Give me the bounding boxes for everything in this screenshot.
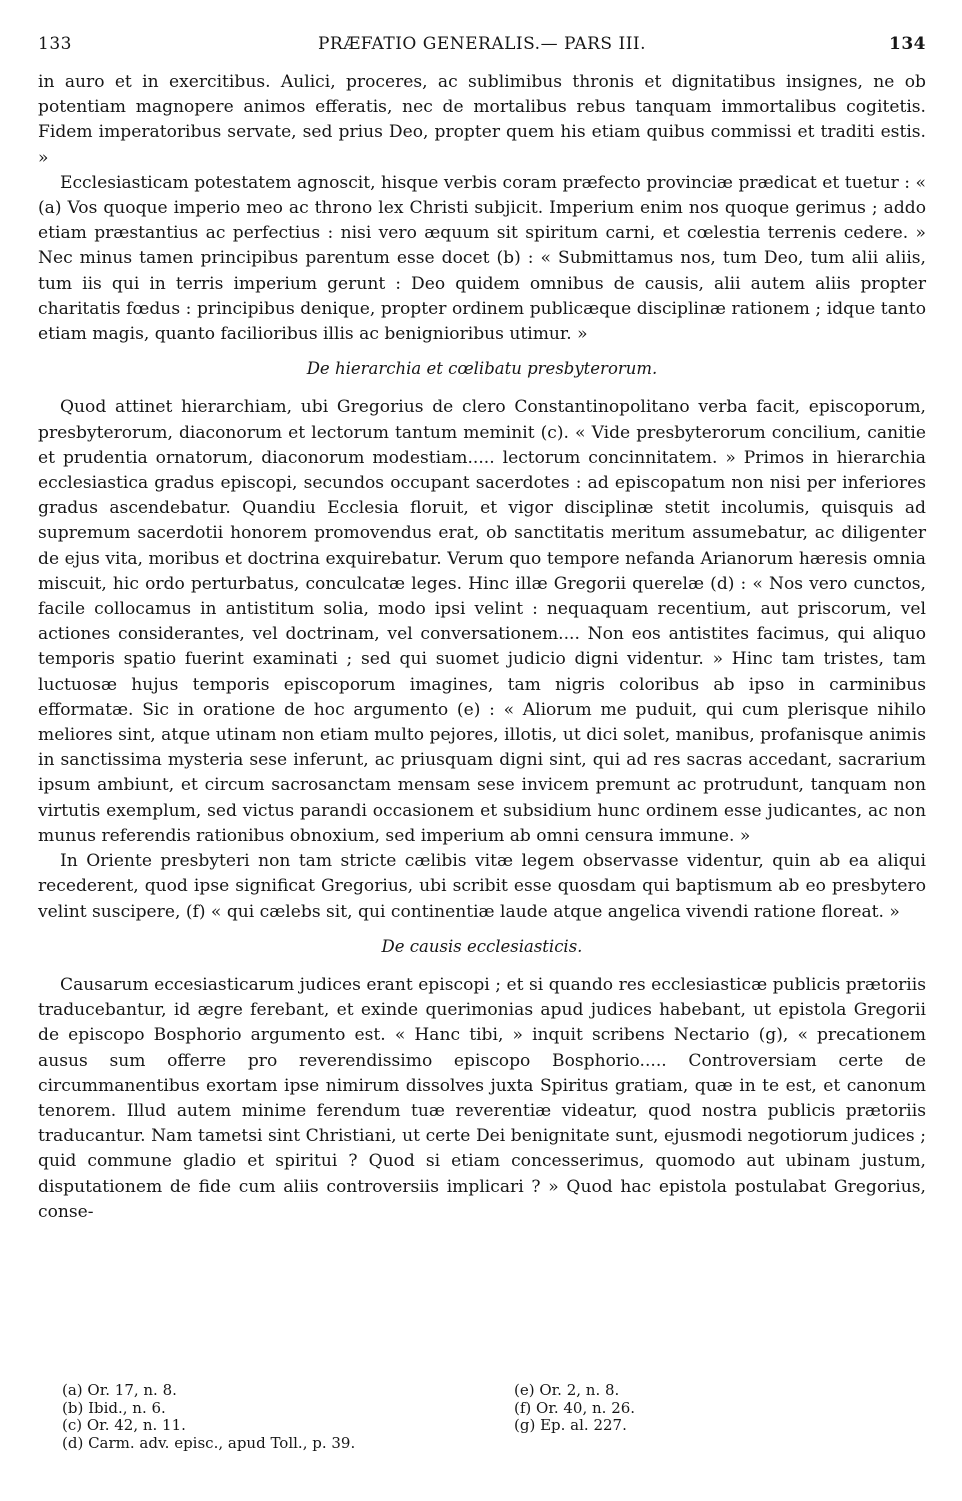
page (38, 30, 926, 1225)
footnote-f: (f) Or. 40, n. 26. (514, 1398, 636, 1417)
footnote-d: (d) Carm. adv. episc., apud Toll., p. 39. (62, 1433, 356, 1452)
section-heading-causis: De causis ecclesiasticis. (381, 936, 583, 956)
paragraph: Causarum eccesiasticarum judices erant episcopi ; et si quando res ecclesiasticæ publicis prætoriis traducebantur, id ægre ferebant, et exinde querimonias apud judices habebant, ut epistola Gregorii de episcopo Bosphorio argumento est. « Hanc tibi, » inquit scribens Nectario (g), « precationem ausus sum offerre pro reverendissimo episcopo Bosphorio..... Controversiam certe de circummanentibus exortam ipse nimirum dissolves juxta Spiritus gratiam, quæ in te est, et canonum tenorem. Illud autem minime ferendum tuæ reverentiæ videatur, quod nostra publicis prætoriis traducantur. Nam tametsi sint Christiani, ut certe Dei benignitate sunt, ejusmodi negotiorum judices ; quid commune gladio et spiritui ? Quod si etiam concesserimus, quomodo aut ubinam justum, disputationem de fide cum aliis controversiis implicari ? » Quod hac epistola postulabat Gregorius, conse- (38, 974, 926, 1222)
main-text (38, 70, 926, 1225)
paragraph-continuation: in auro et in exercitibus. Aulici, proceres, ac sublimibus thronis et dignitatibus insignes, ne ob potentiam magnopere animos efferatis, nec de mortalibus rebus tanquam immortalibus cogitetis. Fidem imperatoribus servate, sed prius Deo, propter quem his etiam quibus commissi et traditi estis. » (38, 72, 926, 168)
footnote-e: (e) Or. 2, n. 8. (514, 1381, 620, 1399)
footnotes-right-column (514, 1382, 874, 1452)
page-number-right: 134 (889, 34, 926, 54)
running-head (38, 30, 926, 58)
footnotes-left-column (62, 1382, 514, 1452)
paragraph: In Oriente presbyteri non tam stricte cælibis vitæ legem observasse videntur, quin ab ea aliqui recederent, quod ipse significat Gregorius, ubi scribit esse quosdam qui baptismum ab eo presbytero velint suscipere, (f) « qui cælebs sit, qui continentiæ laude atque angelica vivendi ratione floreat. » (38, 851, 926, 922)
footnote-a: (a) Or. 17, n. 8. (62, 1381, 177, 1399)
section-heading-hierarchia: De hierarchia et cœlibatu presbyterorum. (306, 359, 658, 379)
footnotes (62, 1382, 882, 1452)
paragraph: Quod attinet hierarchiam, ubi Gregorius de clero Constantinopolitano verba facit, episcoporum, presbyterorum, diaconorum et lectorum tantum meminit (c). « Vide presbyterorum concilium, canitie et prudentia ornatorum, diaconorum modestiam..... lectorum concinnitatem. » Primos in hierarchia ecclesiastica gradus episcopi, secundos occupant sacerdotes : ad episcopatum non nisi per inferiores gradus ascendebatur. Quandiu Ecclesia floruit, et vigor disciplinæ stetit incolumis, quisquis ad supremum sacerdotii honorem promovendus erat, ob sanctitatis meritum assumebatur, ac diligenter de ejus vita, moribus et doctrina exquirebatur. Verum quo tempore nefanda Arianorum hæresis omnia miscuit, hic ordo perturbatus, conculcatæ leges. Hinc illæ Gregorii querelæ (d) : « Nos vero cunctos, facile collocamus in antistitum solia, modo ipsi velint : nequaquam recentium, aut priscorum, vel actiones considerantes, vel doctrinam, vel conversationem.... Non eos antistites facimus, qui aliquo temporis spatio fuerint examinati ; sed qui suomet judicio digni videntur. » Hinc tam tristes, tam luctuosæ hujus temporis episcoporum imagines, tam nigris coloribus ab ipso in carminibus efformatæ. Sic in oratione de hoc argumento (e) : « Aliorum me puduit, qui cum plerisque nihilo meliores sint, atque utinam non etiam multo pejores, illotis, ut dici solet, manibus, profanisque animis in sanctissima mysteria sese inferunt, ac priusquam digni sint, qui ad res sacras accedant, sacrarium ipsum ambiunt, et circum sacrosanctam mensam sese invicem premunt ac protrudunt, tanquam non virtutis exemplum, sed victus parandi occasionem et subsidium hunc ordinem esse judicantes, ac non munus referendis rationibus obnoxium, sed imperium ab omni censura immune. » (38, 397, 926, 846)
footnote-c: (c) Or. 42, n. 11. (62, 1416, 186, 1434)
footnote-b: (b) Ibid., n. 6. (62, 1398, 166, 1417)
footnote-g: (g) Ep. al. 227. (514, 1416, 627, 1434)
paragraph: Ecclesiasticam potestatem agnoscit, hisque verbis coram præfecto provinciæ prædicat et tuetur : « (a) Vos quoque imperio meo ac throno lex Christi subjicit. Imperium enim nos quoque gerimus ; addo etiam præstantius ac perfectius : nisi vero æquum sit spiritum carni, et cœlestia terrenis cedere. » Nec minus tamen principibus parentum esse docet (b) : « Submittamus nos, tum Deo, tum alii aliis, tum iis qui in terris imperium gerunt : Deo quidem omnibus de causis, alii autem aliis propter charitatis fœdus : principibus denique, propter ordinem publicæque disciplinæ rationem ; idque tanto etiam magis, quanto facilioribus illis ac benignioribus utimur. » (38, 172, 926, 345)
running-title: PRÆFATIO GENERALIS.— PARS III. (317, 34, 647, 54)
page-number-left: 133 (38, 34, 72, 54)
